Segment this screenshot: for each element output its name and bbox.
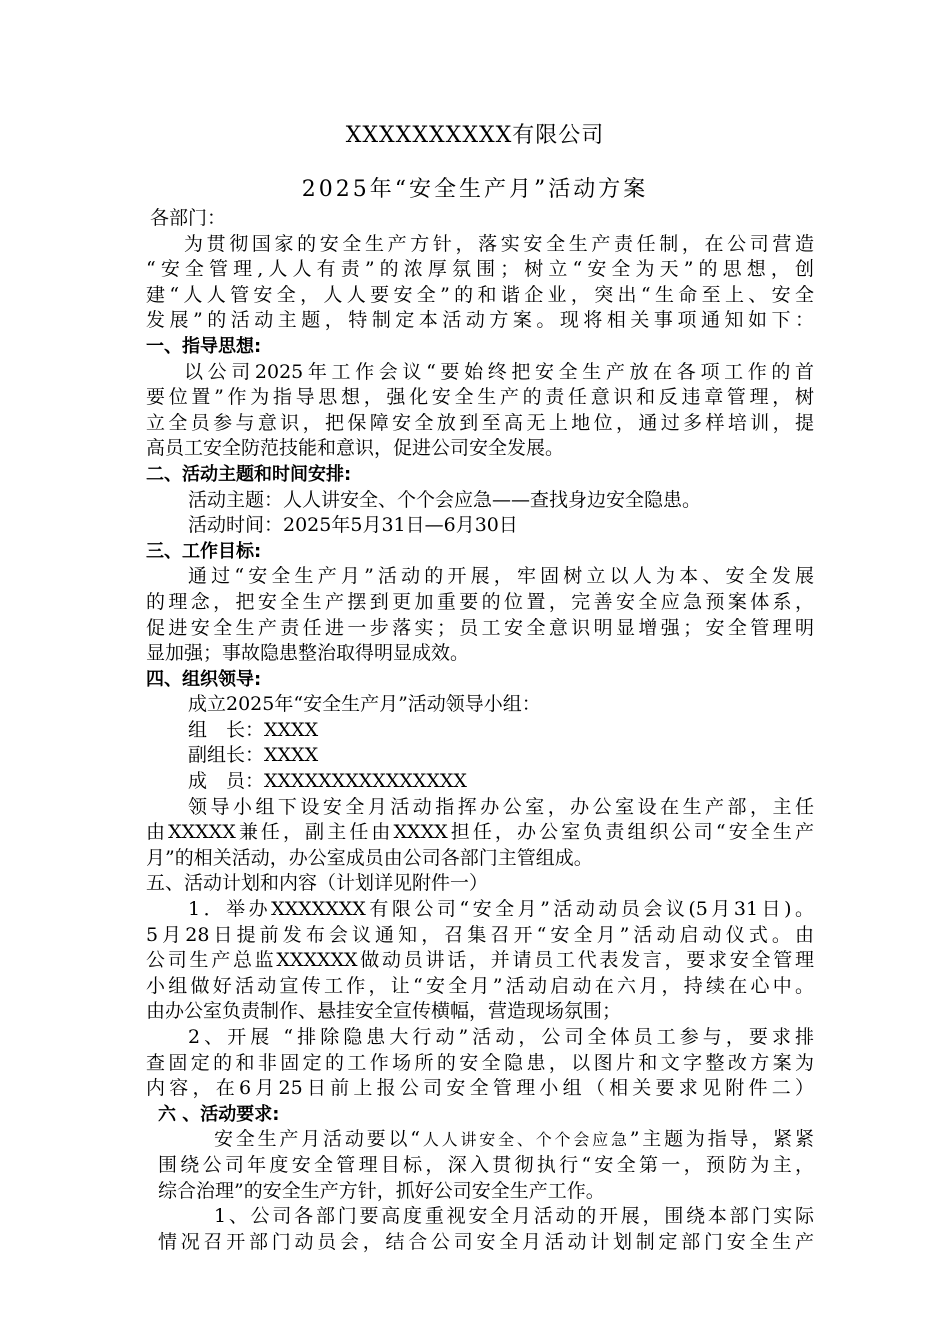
- paragraph-line: 围绕公司年度安全管理目标，深入贯彻执行“安全第一，预防为主，: [158, 1153, 814, 1176]
- paragraph-line: 由办公室负责制作、悬挂安全宣传横幅，营造现场氛围；: [146, 1000, 622, 1023]
- section-heading-2: 二、活动主题和时间安排:: [146, 463, 352, 485]
- paragraph-line: 1、公司各部门要高度重视安全月活动的开展，围绕本部门实际: [214, 1205, 814, 1228]
- requirements-paragraph: [146, 1127, 814, 1204]
- paragraph-line: 5月28日提前发布会议通知，召集召开“安全月”活动启动仪式。由: [146, 923, 814, 946]
- paragraph-line: 发展”的活动主题，特制定本活动方案。现将相关事项通知如下：: [146, 309, 814, 332]
- paragraph-line: 2、开展 “排除隐患大行动”活动，公司全体员工参与，要求排: [188, 1026, 814, 1048]
- leadership-group-intro: 成立2025年“安全生产月”活动领导小组：: [188, 693, 541, 716]
- plan-item-2: [146, 1025, 814, 1102]
- paragraph-line: 高员工安全防范技能和意识，促进公司安全发展。: [146, 437, 565, 460]
- paragraph-line: 1．举办XXXXXXX有限公司“安全月”活动动员会议(5月31日)。: [188, 898, 814, 921]
- paragraph-line: 通过“安全生产月”活动的开展，牢固树立以人为本、安全发展: [188, 565, 814, 588]
- paragraph-line: 由XXXXX兼任，副主任由XXXX担任，办公室负责组织公司“安全生产: [146, 821, 814, 844]
- group-leader: 组 长：XXXX: [188, 718, 319, 741]
- requirement-item-1: [146, 1204, 814, 1255]
- activity-theme: 活动主题：人人讲安全、个个会应急——查找身边安全隐患。: [188, 488, 702, 511]
- paragraph-line: 情况召开部门动员会，结合公司安全月活动计划制定部门安全生产: [158, 1230, 814, 1253]
- paragraph-line: 领导小组下设安全月活动指挥办公室，办公室设在生产部，主任: [188, 795, 814, 818]
- paragraph-line: 为贯彻国家的安全生产方针，落实安全生产责任制，在公司营造: [184, 232, 814, 255]
- activity-time: 活动时间：2025年5月31日—6月30日: [188, 514, 518, 537]
- paragraph-line: 立全员参与意识，把保障安全放到至高无上地位，通过多样培训，提: [146, 411, 814, 434]
- section-heading-4: 四、组织领导:: [146, 668, 262, 690]
- deputy-leader: 副组长：XXXX: [188, 744, 319, 767]
- paragraph-line: 的理念，把安全生产摆到更加重要的位置，完善安全应急预案体系，: [146, 590, 814, 613]
- paragraph-line: 查固定的和非固定的工作场所的安全隐患，以图片和文字整改方案为: [146, 1051, 814, 1074]
- paragraph-line: 月”的相关活动，办公室成员由公司各部门主管组成。: [146, 846, 593, 869]
- section-heading-6: 六 、活动要求:: [158, 1103, 280, 1125]
- intro-paragraph: [146, 232, 814, 334]
- paragraph-line: 要位置”作为指导思想，强化安全生产的责任意识和反违章管理，树: [146, 386, 814, 409]
- paragraph-line: 内容，在6月25日前上报公司安全管理小组（相关要求见附件二）: [146, 1077, 814, 1100]
- document-title: 2025年“安全生产月”活动方案: [301, 177, 649, 202]
- company-title: XXXXXXXXXX有限公司: [345, 123, 605, 148]
- document-body: [146, 206, 814, 1255]
- requirements-tail: ”主题为指导，紧紧: [629, 1128, 814, 1151]
- salutation: 各部门：: [150, 207, 227, 229]
- section-heading-5: 五、活动计划和内容（计划详见附件一）: [146, 872, 489, 895]
- paragraph-line: 公司生产总监XXXXXX做动员讲话，并请员工代表发言，要求安全管理: [146, 949, 814, 972]
- guiding-ideology-paragraph: [146, 360, 814, 462]
- paragraph-line: 显加强；事故隐患整治取得明显成效。: [146, 642, 470, 665]
- paragraph-line: 以公司2025年工作会议“要始终把安全生产放在各项工作的首: [184, 360, 814, 383]
- paragraph-line: [158, 1127, 814, 1153]
- group-members: 成 员：XXXXXXXXXXXXXXX: [188, 770, 467, 793]
- goals-paragraph: [146, 564, 814, 666]
- section-heading-3: 三、工作目标:: [146, 540, 262, 562]
- section-heading-1: 一、指导思想:: [146, 335, 262, 357]
- paragraph-line: 促进安全生产责任进一步落实；员工安全意识明显增强；安全管理明: [146, 616, 814, 639]
- paragraph-line: 综合治理”的安全生产方针，抓好公司安全生产工作。: [158, 1179, 605, 1202]
- office-paragraph: [146, 795, 814, 872]
- requirements-theme: 人人讲安全、个个会应急: [420, 1130, 630, 1150]
- plan-item-1: [146, 897, 814, 1025]
- paragraph-line: “安全管理,人人有责”的浓厚氛围；树立“安全为天”的思想，创: [146, 258, 814, 281]
- paragraph-line: 小组做好活动宣传工作，让“安全月”活动启动在六月，持续在心中。: [146, 974, 814, 997]
- paragraph-line: 建“人人管安全，人人要安全”的和谐企业，突出“生命至上、安全: [146, 283, 814, 306]
- requirements-lead: 安全生产月活动要以“: [214, 1128, 421, 1151]
